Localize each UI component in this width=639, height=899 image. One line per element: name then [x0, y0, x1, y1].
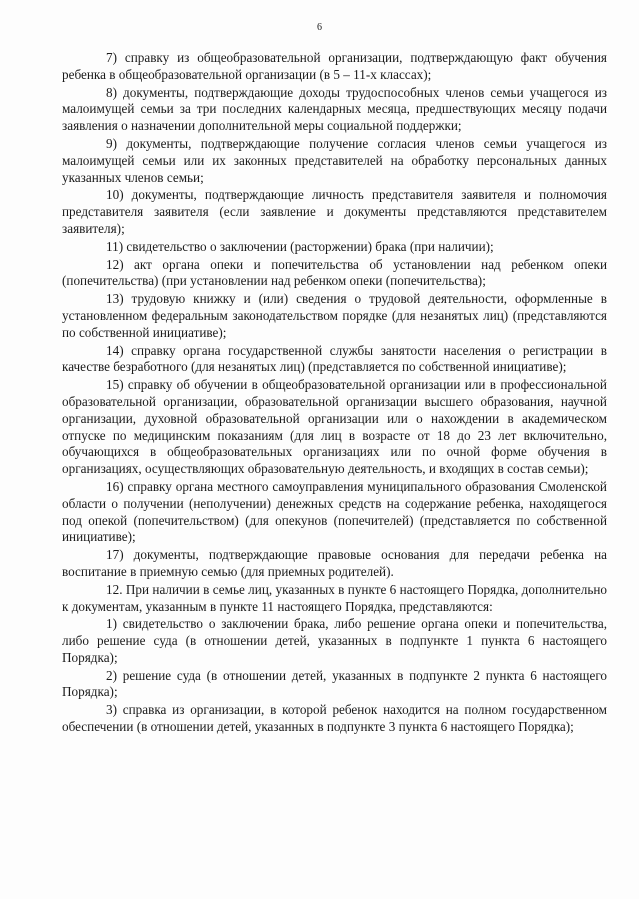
paragraph-item-17: 17) документы, подтверждающие правовые основания для передачи ребенка на воспитание в приемную семью (для приемных родителей).	[62, 547, 607, 579]
section-12-intro: 12. При наличии в семье лиц, указанных в пункте 6 настоящего Порядка, дополнительно к документам, указанным в пункте 11 настоящего Порядка, представляются:	[62, 581, 607, 614]
paragraph-item-8: 8) документы, подтверждающие доходы трудоспособных членов семьи учащегося из малоимущей семьи за три последних календарных месяца, предшествующих месяцу подачи заявления о назначении дополнительной меры социальной поддержки;	[62, 84, 607, 134]
section-12-item-1: 1) свидетельство о заключении брака, либо решение органа опеки и попечительства, либо решение суда (в отношении детей, указанных в подпункте 1 пункта 6 настоящего Порядка);	[62, 616, 607, 665]
page-number: 6	[317, 22, 322, 33]
paragraph-item-12: 12) акт органа опеки и попечительства об установлении над ребенком опеки (попечительства) (при установлении над ребенком опеки (попечительства);	[62, 256, 607, 289]
paragraph-item-9: 9) документы, подтверждающие получение согласия членов семьи учащегося из малоимущей семьи или их законных представителей на обработку персональных данных указанных членов семьи;	[62, 135, 607, 185]
paragraph-item-10: 10) документы, подтверждающие личность представителя заявителя и полномочия представителя заявителя (если заявление и документы представляются представителем заявителя);	[62, 187, 607, 236]
section-12-item-3: 3) справка из организации, в которой ребенок находится на полном государственном обеспечении (в отношении детей, указанных в подпункте 3 пункта 6 настоящего Порядка);	[62, 702, 607, 735]
paragraph-item-7: 7) справку из общеобразовательной организации, подтверждающую факт обучения ребенка в общеобразовательной организации (в 5 – 11-х классах);	[62, 50, 607, 82]
paragraph-item-15: 15) справку об обучении в общеобразовательной организации или в профессиональной образовательной организации, образовательной организации высшего образования, научной организации, духовной образовательной организации или о нахождении в академическом отпуске по медицинским показаниям (для лиц в возрасте от 18 до 23 лет включительно, обучающихся в общеобразовательных организациях или по очной форме обучения в организациях, осуществляющих образовательную деятельность, и входящих в состав семьи);	[62, 377, 607, 477]
section-12-item-2: 2) решение суда (в отношении детей, указанных в подпункте 2 пункта 6 настоящего Порядка);	[62, 667, 607, 700]
paragraph-item-14: 14) справку органа государственной службы занятости населения о регистрации в качестве безработного (для незанятых лиц) (представляется по собственной инициативе);	[62, 342, 607, 375]
document-body	[62, 50, 607, 737]
paragraph-item-11: 11) свидетельство о заключении (расторжении) брака (при наличии);	[106, 238, 494, 254]
paragraph-item-13: 13) трудовую книжку и (или) сведения о трудовой деятельности, оформленные в установленном федеральным законодательством порядке (для незанятых лиц) (представляются по собственной инициативе);	[62, 291, 607, 340]
paragraph-item-16: 16) справку органа местного самоуправления муниципального образования Смоленской области о получении (неполучении) денежных средств на содержание ребенка, находящегося под опекой (попечительством) (для опекунов (попечителей) (представляется по собственной инициативе);	[62, 478, 607, 545]
